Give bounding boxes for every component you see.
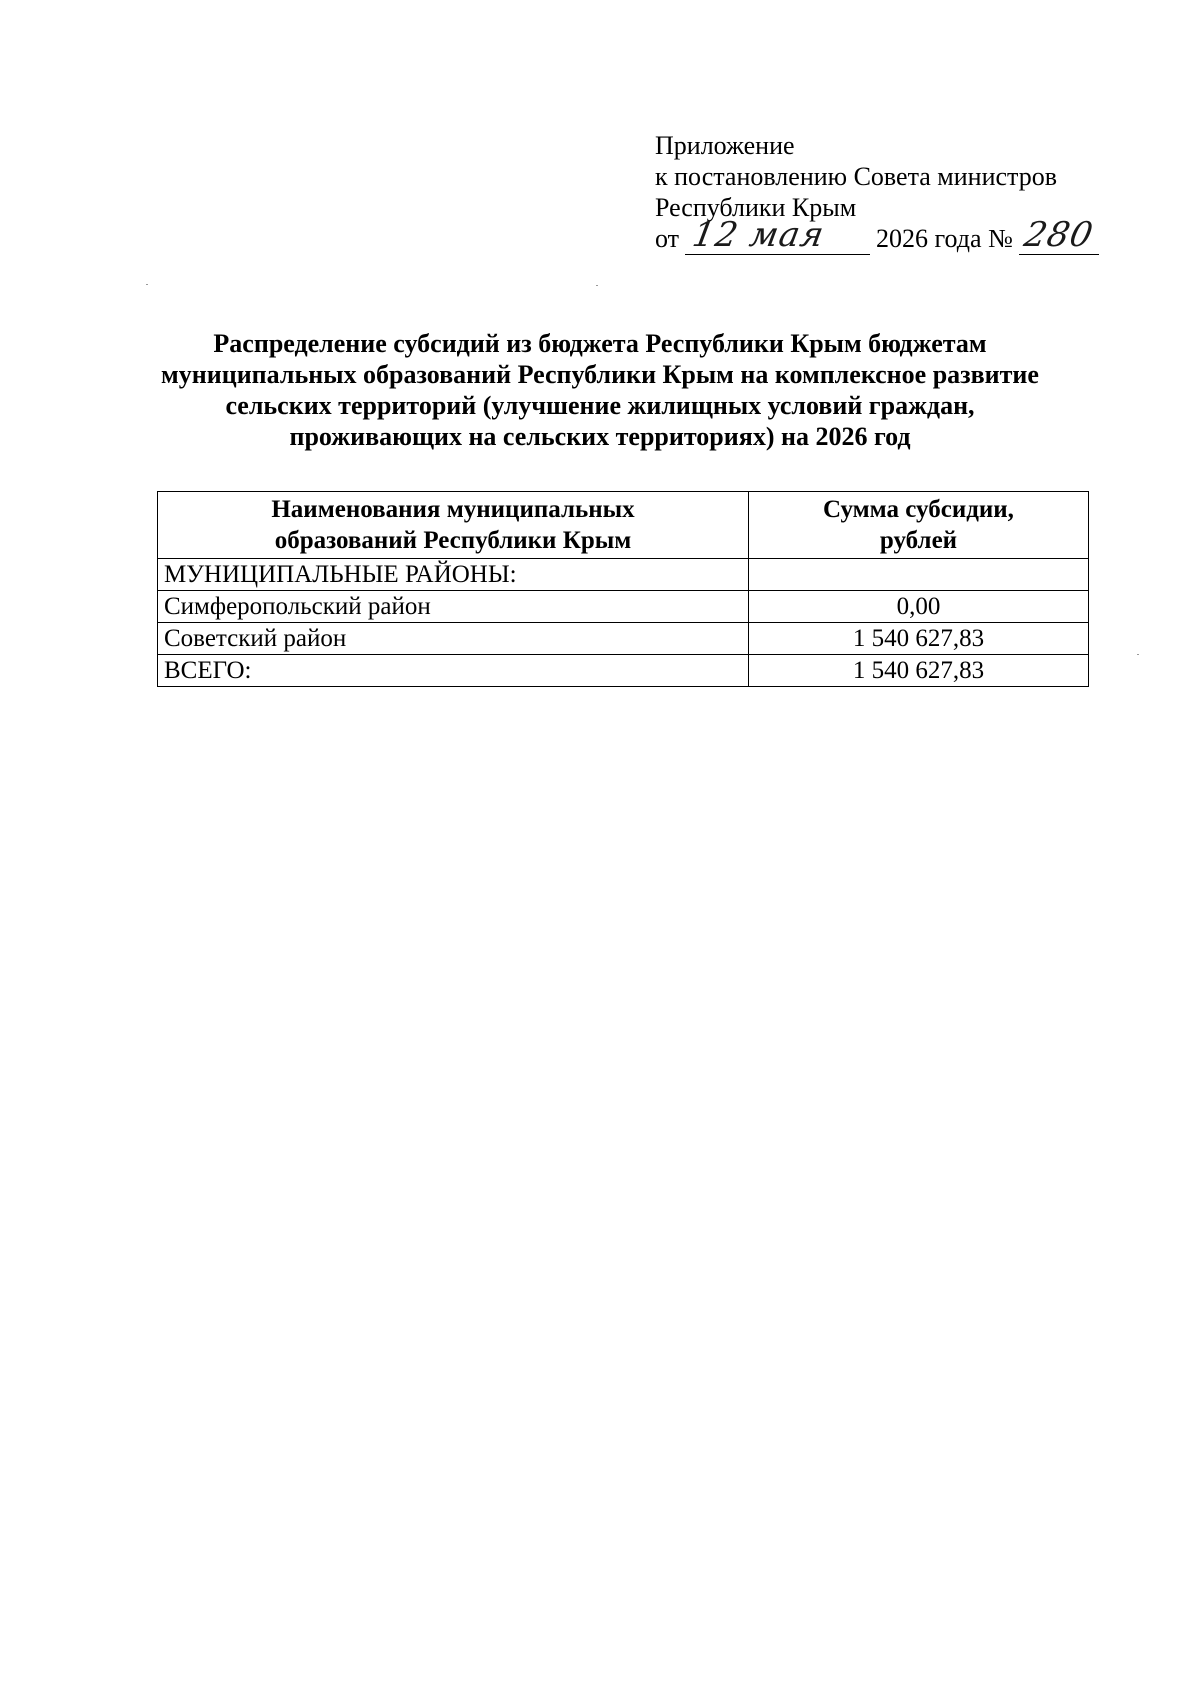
date-prefix: от [655,224,680,253]
row-name: Советский район [158,623,749,655]
total-amount: 1 540 627,83 [749,655,1089,687]
appendix-header [655,130,1099,255]
title-line-4: проживающих на сельских территориях) на 2026 год [289,422,911,451]
table-row [158,623,1089,655]
row-amount [749,559,1089,591]
handwritten-date: 12 мая [689,215,828,255]
title-line-3: сельских территорий (улучшение жилищных условий граждан, [225,391,975,420]
year-label: 2026 года № [876,224,1013,253]
table-row [158,591,1089,623]
scan-speck [146,284,148,285]
column-header-municipality-line2: образований Республики Крым [274,527,632,554]
number-blank [1019,215,1099,255]
title-line-1: Распределение субсидий из бюджета Республики Крым бюджетам [213,329,987,358]
table-row-total [158,655,1089,687]
row-amount: 0,00 [749,591,1089,623]
column-header-amount [749,492,1089,559]
total-label: ВСЕГО: [158,655,749,687]
table-row [158,559,1089,591]
appendix-label: Приложение [655,131,795,160]
handwritten-number: 280 [1020,215,1098,255]
column-header-amount-line1: Сумма субсидии, [823,496,1014,523]
row-amount: 1 540 627,83 [749,623,1089,655]
row-name: МУНИЦИПАЛЬНЫЕ РАЙОНЫ: [158,559,749,591]
scan-speck [596,285,598,286]
column-header-municipality-line1: Наименования муниципальных [271,496,635,523]
date-number-line [655,215,1099,255]
title-line-2: муниципальных образований Республики Крым на комплексное развитие [161,360,1039,389]
scan-speck [1137,654,1139,655]
date-blank [685,215,870,255]
subsidy-table [157,491,1089,687]
document-title [120,328,1080,452]
table-header-row [158,492,1089,559]
column-header-amount-line2: рублей [879,527,958,554]
column-header-municipality [158,492,749,559]
republic-name: Республики Крым [655,193,857,222]
resolution-reference: к постановлению Совета министров [655,162,1057,191]
row-name: Симферопольский район [158,591,749,623]
